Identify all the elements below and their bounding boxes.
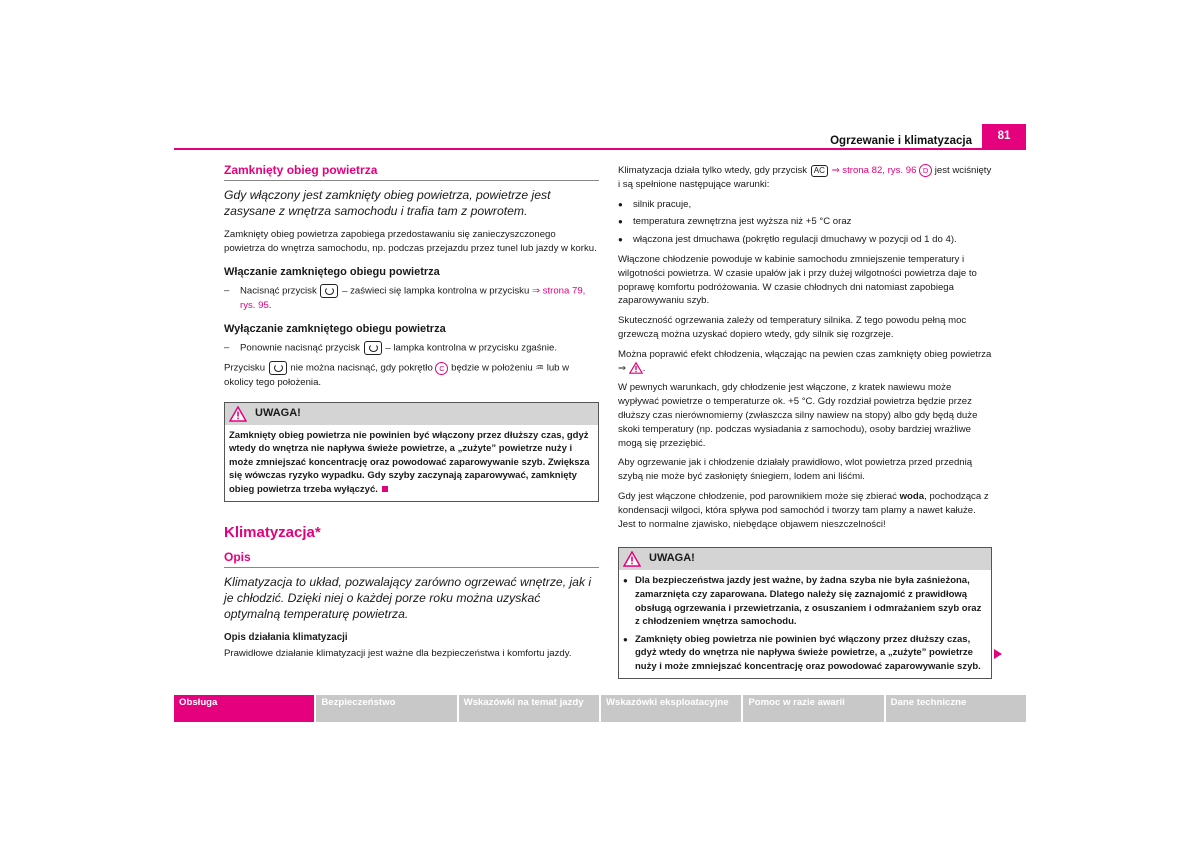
warning-title: UWAGA!	[255, 406, 301, 419]
recirculation-off-text: Ponownie nacisnąć przycisk – lampka kontrolna w przycisku zgaśnie.	[240, 342, 558, 354]
defrost-symbol-icon: ♒	[535, 362, 545, 374]
warning-box-air-conditioning	[618, 547, 992, 678]
recirculation-lead: Gdy włączony jest zamknięty obieg powietrza, powietrze jest zasysane z wnętrza samochodu i trafia tam z powrotem.	[224, 187, 551, 218]
recirculation-button-icon	[269, 361, 287, 375]
cooling-effect-paragraph: Włączone chłodzenie powoduje w kabinie samochodu zmniejszenie temperatury i wilgotności powietrza. W czasie upałów jak i przy dużej wilgotności powietrza daje to poprawę komfortu podróżowania. W czasie chłodnych dni natomiast zapobiega zaparowywaniu szyb.	[618, 254, 977, 307]
bullet-icon: ●	[623, 576, 628, 586]
chapter-title-air-conditioning: Klimatyzacja*	[224, 523, 321, 541]
ac-button-key: AC	[811, 165, 828, 177]
dash-marker: –	[224, 285, 230, 297]
warning-item: ● Zamknięty obieg powietrza nie powinien być włączony przez dłuższy czas, gdyż wtedy do wnętrza nie napływa świeże powietrze, a „zużyte” powietrze nuży i może zmniejszać koncentrację oraz powodować zaparowywanie szyb.	[623, 633, 981, 672]
chapter-navigation	[174, 695, 1026, 722]
dial-c-marker: C	[435, 362, 448, 375]
continue-arrow-icon	[994, 649, 1002, 659]
warning-item: ● Dla bezpieczeństwa jazdy jest ważne, by żadna szyba nie była zaśnieżona, zamarznięta czy zaparowana. Dlatego należy się zaznajomić z prawidłową obsługą ogrzewania i przewietrzania, z osuszaniem i odmrażaniem szyb oraz z chłodzeniem wnętrza samochodu.	[623, 575, 982, 628]
description-lead: Klimatyzacja to układ, pozwalający zarówno ogrzewać wnętrze, jak i je chłodzić. Dzięki niej o każdej porze roku można uzyskać optymalną temperaturę powietrza.	[224, 575, 592, 622]
right-column	[618, 164, 992, 687]
tab-wskazowki-eksploatacyjne[interactable]: Wskazówki eksploatacyjne	[601, 695, 741, 722]
bullet-icon: ●	[623, 634, 628, 644]
condensation-paragraph: Gdy jest włączone chłodzenie, pod parownikiem może się zbierać woda, pochodząca z kondensacji wilgoci, która spływa pod samochód i tworzy tam plamy a nawet kałuże. Jest to normalne zjawisko, niebędące objawem nieszczelności!	[618, 490, 989, 530]
warning-body	[619, 570, 991, 677]
heating-efficiency-paragraph: Skuteczność ogrzewania zależy od temperatury silnika. Z tego powodu pełną moc grzewczą można uzyskać dopiero wtedy, gdy silnik się rozgrzeje.	[618, 315, 967, 340]
tab-pomoc-awarii[interactable]: Pomoc w razie awarii	[743, 695, 883, 722]
recirculation-off-heading: Wyłączanie zamkniętego obiegu powietrza	[224, 323, 446, 336]
recirculation-on-step	[224, 284, 599, 312]
list-item: ● włączona jest dmuchawa (pokrętło regulacji dmuchawy w pozycji od 1 do 4).	[618, 234, 957, 246]
cooling-tip-paragraph: Można poprawić efekt chłodzenia, włączając na pewien czas zamknięty obieg powietrza ⇒ .	[618, 348, 992, 374]
item-d-marker: D	[919, 164, 932, 177]
header-rule	[174, 148, 1026, 150]
cross-reference-link[interactable]: ⇒ strona 82, rys. 96	[831, 165, 917, 177]
warning-title: UWAGA!	[649, 552, 695, 565]
bullet-icon: ●	[618, 199, 623, 209]
list-item: ● silnik pracuje,	[618, 198, 692, 210]
description-text: Prawidłowe działanie klimatyzacji jest ważne dla bezpieczeństwa i komfortu jazdy.	[224, 647, 572, 659]
section-title-recirculation: Zamknięty obieg powietrza	[224, 164, 599, 181]
recirculation-button-icon	[320, 284, 338, 298]
warning-triangle-icon	[623, 551, 641, 567]
recirculation-button-icon	[364, 341, 382, 355]
bullet-icon: ●	[618, 217, 623, 227]
section-title-description: Opis	[224, 551, 599, 568]
tab-obsluga[interactable]: Obsługa	[174, 695, 314, 722]
air-intake-paragraph: Aby ogrzewanie jak i chłodzenie działały prawidłowo, wlot powietrza przed przednią szybą nie może być zasłonięty śniegiem, lodem ani liśćmi.	[618, 457, 973, 483]
ac-conditions-intro: Klimatyzacja działa tylko wtedy, gdy przycisk AC ⇒ strona 82, rys. 96 D jest wciśnięty i są spełnione następujące warunki:	[618, 165, 992, 190]
page-number: 81	[982, 124, 1026, 148]
warning-header	[225, 403, 598, 425]
recirculation-intro: Zamknięty obieg powietrza zapobiega przedostawaniu się zanieczyszczonego powietrza do wnętrza samochodu, np. podczas przejazdu przez tunel lub jazdy w korku.	[224, 228, 597, 254]
bullet-icon: ●	[618, 235, 623, 245]
warning-header	[619, 548, 991, 570]
warning-box-recirculation	[224, 402, 599, 502]
end-of-section-marker	[382, 486, 388, 492]
recirculation-off-step	[224, 341, 599, 355]
cross-reference-link[interactable]: ⇒ strona 79, rys. 95	[240, 285, 586, 311]
running-header: Ogrzewanie i klimatyzacja	[830, 135, 972, 147]
left-column	[224, 164, 599, 667]
description-subheading: Opis działania klimatyzacji	[224, 632, 348, 644]
warning-triangle-icon	[229, 406, 247, 422]
recirculation-on-heading: Włączanie zamkniętego obiegu powietrza	[224, 266, 440, 279]
tab-bezpieczenstwo[interactable]: Bezpieczeństwo	[316, 695, 456, 722]
tab-wskazowki-jazdy[interactable]: Wskazówki na temat jazdy	[459, 695, 599, 722]
recirculation-note: Przycisku nie można nacisnąć, gdy pokrętło C będzie w położeniu ♒ lub w okolicy tego położenia.	[224, 362, 570, 388]
warning-triangle-icon	[629, 362, 643, 374]
dash-marker: –	[224, 342, 230, 354]
list-item: ● temperatura zewnętrzna jest wyższa niż +5 °C oraz	[618, 216, 852, 228]
warning-body: Zamknięty obieg powietrza nie powinien być włączony przez dłuższy czas, gdyż wtedy do wnętrza nie napływa świeże powietrze, a „zużyte” powietrze nuży i może zmniejszać koncentrację oraz powodować zaparowywanie szyb. Zwiększa się wówczas ryzyko wypadku. Gdy szyby zaczynają zaparowywać, zamknięty obieg powietrza trzeba wyłączyć.	[229, 429, 590, 495]
outlet-temperature-paragraph: W pewnych warunkach, gdy chłodzenie jest włączone, z kratek nawiewu może wypływać powietrze o temperaturze ok. +5 °C. Gdy rozdział powietrza będzie przez dłuższy czas nierównomierny (zwłaszcza silny nawiew na stopy) albo gdy będą duże skoki temperatury (np. podczas wysiadania z samochodu), osoby bardziej wrażliwe mogą się przeziębić.	[618, 382, 978, 449]
recirculation-on-text: Nacisnąć przycisk – zaświeci się lampka kontrolna w przycisku ⇒ strona 79, rys. 95.	[240, 285, 586, 311]
tab-dane-techniczne[interactable]: Dane techniczne	[886, 695, 1026, 722]
